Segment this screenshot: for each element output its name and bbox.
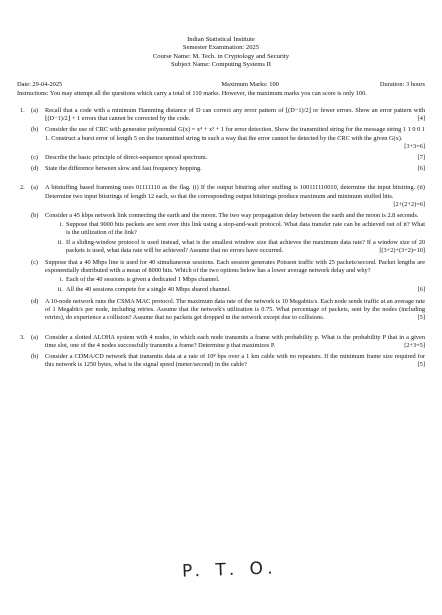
part-text: Describe the basic principle of direct-sequence spread spectrum. — [45, 154, 208, 162]
sub-part-text: Suppose that 9000 bits packets are sent over this link using a stop-and-wait protocol. What data transfer rate can be achieved out of it? What is the utilization of the link? — [66, 221, 425, 237]
sub-part-content — [66, 221, 425, 237]
part-label: (a) — [31, 333, 38, 341]
part-label: (d) — [31, 165, 39, 173]
part-content — [45, 298, 425, 323]
question-part — [31, 126, 425, 151]
part-text: Consider a CDMA/CD network that transmits data at a rate of 10⁸ bps over a 1 km cable with no repeaters. If the minimum frame size required for this network is 1250 bytes, what is the signal speed (meter/second) in the cable? — [45, 352, 425, 369]
sub-part-text: If a sliding-window protocol is used instead, what is the smallest window size that achieves the maximum data rate? If a window size of 20 packets is used, what data rate will be achieved? Assume that no errors have occurred. — [66, 238, 425, 254]
part-marks: [2+3=5] — [404, 341, 425, 349]
question-part — [31, 184, 425, 209]
sub-part — [51, 276, 425, 284]
question-list — [17, 107, 425, 372]
question-number: 1. — [20, 107, 25, 115]
part-text: State the difference between slow and fast frequency hopping. — [45, 165, 202, 173]
part-text: A 10-node network runs the CSMA MAC protocol. The maximum data rate of the network is 10 Megabits/s. Each node sends traffic at an average rate of 1 Megabit/s per node, including retries. Assume that the network's utilization is 0.75. What percentage of packets, sent by the nodes (including retries), do experience a collision? Assume that no packets get dropped in the network except due to collisions. — [45, 297, 425, 322]
handwritten-pto: P. T. O. — [181, 558, 279, 582]
part-content — [45, 154, 425, 162]
part-marks: [5] — [417, 314, 425, 322]
sub-part — [51, 221, 425, 237]
question — [17, 107, 425, 176]
question-part — [31, 165, 425, 173]
question-part — [31, 154, 425, 162]
exam-duration: Duration: 3 hours — [379, 80, 425, 88]
part-content — [45, 184, 425, 209]
part-content — [45, 165, 425, 173]
part-marks: [2+(2+2)=6] — [393, 200, 425, 208]
part-label: (c) — [31, 259, 38, 267]
part-marks: [4] — [417, 115, 425, 123]
part-marks: [3+3=6] — [404, 142, 425, 150]
part-marks: [6] — [417, 165, 425, 173]
subject-name: Subject Name: Computing Systems II — [171, 61, 271, 69]
instructions: Instructions: You may attempt all the questions which carry a total of 110 marks. However, the maximum marks you can score is only 100. — [17, 89, 367, 97]
question-part — [31, 334, 425, 350]
part-label: (a) — [31, 107, 38, 115]
exam-meta — [17, 81, 425, 89]
sub-part-label: ii. — [57, 238, 63, 246]
question-number: 3. — [20, 333, 25, 341]
part-text: Recall that a code with a minimum Hamming distance of D can correct any error pattern of ⌊(D−1)/2⌋ or fewer errors. Show an error pattern with ⌊(D−1)/2⌋ + 1 errors that cannot be corrected by the code. — [45, 107, 425, 123]
part-marks: [5] — [417, 361, 425, 369]
question-part — [31, 259, 425, 295]
part-content — [45, 353, 425, 369]
exam-date: Date: 29-04-2025 — [17, 80, 63, 88]
part-marks: [7] — [417, 154, 425, 162]
sub-part — [51, 239, 425, 255]
question-part — [31, 107, 425, 123]
part-label: (c) — [31, 154, 38, 162]
part-label: (a) — [31, 184, 38, 192]
part-label: (b) — [31, 212, 39, 220]
question-body — [31, 184, 425, 325]
sub-part-text: Each of the 40 sessions is given a dedicated 1 Mbps channel. — [66, 276, 220, 284]
question-part — [31, 353, 425, 369]
sub-part-label: ii. — [57, 285, 63, 293]
sub-part-marks: [(3+2)+(3+2)=10] — [379, 246, 425, 254]
question — [17, 334, 425, 373]
sub-part — [51, 286, 425, 294]
exam-page — [17, 36, 425, 380]
part-content — [45, 107, 425, 123]
sub-part-label: i. — [59, 221, 63, 229]
question-body — [31, 107, 425, 176]
part-label: (b) — [31, 352, 39, 360]
institute-name: Indian Statistical Institute — [187, 36, 255, 43]
part-content — [45, 259, 425, 295]
part-text: Suppose that a 40 Mbps line is used for 40 simultaneous sessions. Each session generates Poisson traffic with 25 packets/second. Packet lengths are exponentially distributed with a mean of 8000 bits. Which of the two options below has a lower average network delay and why? — [45, 259, 425, 275]
part-content — [45, 334, 425, 350]
question-body — [31, 334, 425, 373]
question — [17, 184, 425, 325]
question-number: 2. — [20, 184, 25, 192]
part-content — [45, 126, 425, 151]
part-text: A bitstuffing based framming uses 01111110 as the flag. (i) If the output bitstring after stuffing is 100111110010, determine the input bitstring. (ii) Determine two input bitstrings of length 12 each, so that the corresponding output bitstrings produce maximum and minimum stuffed bits. — [45, 184, 425, 200]
part-content — [45, 212, 425, 256]
sub-part-marks: [6] — [417, 285, 425, 293]
question-part — [31, 298, 425, 323]
exam-max-marks: Maximum Marks: 100 — [221, 80, 279, 88]
part-text: Consider a 45 kbps network link connecting the earth and the moon. The two way propagation delay between the earth and the moon is 2.8 seconds. — [45, 212, 419, 220]
part-label: (b) — [31, 126, 39, 134]
question-part — [31, 212, 425, 256]
sub-part-text: All the 40 sessions compete for a single 40 Mbps shared channel. — [66, 285, 231, 293]
exam-title: Semester Examination: 2025 — [182, 44, 260, 52]
sub-part-content — [66, 276, 425, 284]
part-text: Consider the use of CRC with generator polynomial G(x) = x⁴ + x³ + 1 for error detection. Show the transmitted string for the message string 1 1 0 0 1 1. Construct a burst error of length 5 on the transmitted string in such a way that the error cannot be detected by the CRC with the given G(x). — [45, 126, 425, 142]
sub-part-content — [66, 239, 425, 255]
course-name: Course Name: M. Tech. in Cryptology and Security — [152, 52, 290, 60]
part-text: Consider a slotted ALOHA system with 4 nodes, in which each node transmits a frame with probability p. What is the probability P that in a given time slot, one of the 4 nodes successfully transmits a frame? Determine p that maximizes P. — [45, 333, 425, 349]
sub-part-content — [66, 286, 425, 294]
sub-part-label: i. — [59, 276, 63, 284]
part-label: (d) — [31, 297, 39, 305]
exam-header — [17, 36, 425, 70]
